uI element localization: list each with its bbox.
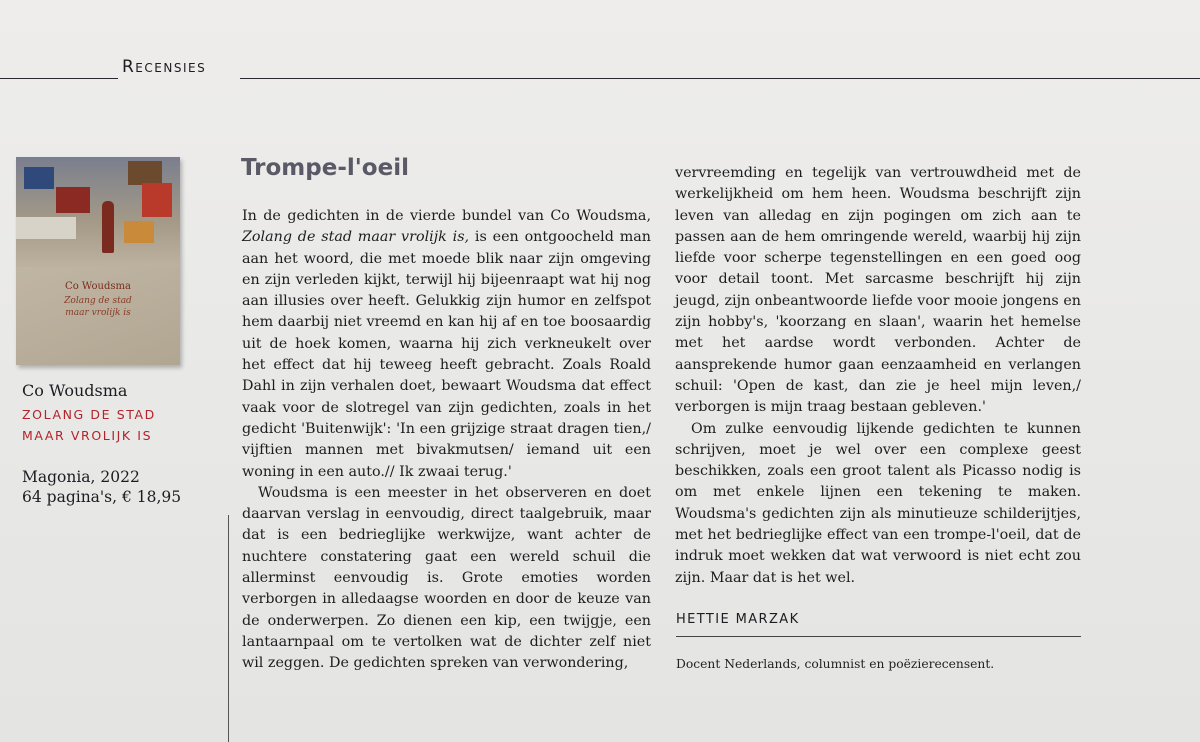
article-paragraph-3: Om zulke eenvoudig lijkende gedichten te kunnen schrijven, moet je wel over een complexe geest beschikken, zoals een groot talent als Picasso nodig is om met enkele lijnen een tekening te maken. Woudsma's gedichten zijn als minutieuze schilderijtjes, met het bedrieglijke effect van een trompe-l'oeil, dat de indruk moet wekken dat wat verwoord is niet echt zou zijn. Maar dat is het wel. (675, 420, 1081, 586)
paragraph-1-lead: In de gedichten in de vierde bundel van Co Woudsma, (242, 208, 651, 224)
book-title (22, 404, 192, 446)
paragraph-1-text: is een ontgoocheld man aan het woord, die met moede blik naar zijn omgeving en zijn verleden kijkt, terwijl hij bijeenraapt wat hij nog aan illusies over heeft. Gelukkig zijn humor en zelfspot hem daarbij niet vreemd en kan hij af en toe boosaardig uit de hoek komen, waarna hij zich verkneukelt over het effect dat hij teweeg heeft gebracht. Zoals Roald Dahl in zijn verhalen doet, bewaart Woudsma dat effect vaak voor de slotregel van zijn gedichten, zoals in het gedicht 'Buitenwijk': 'In een grijzige straat dragen tien,/ vijftien mannen met bivakmutsen/ iemand uit een woning in een auto.// Ik zwaai terug.' (242, 229, 651, 480)
book-publisher: Magonia, 2022 (22, 468, 140, 486)
article-paragraph-1 (242, 206, 651, 483)
book-cover (16, 157, 180, 365)
book-author: Co Woudsma (22, 381, 128, 400)
byline: HETTIE MARZAK (676, 612, 800, 627)
article-column-2 (675, 163, 1081, 589)
article-headline: Trompe-l'oeil (241, 155, 409, 181)
book-title-line-1: ZOLANG DE STAD (22, 407, 156, 422)
book-title-line-2: MAAR VROLIJK IS (22, 428, 153, 443)
book-details: 64 pagina's, € 18,95 (22, 488, 182, 506)
article-column-1 (242, 206, 651, 675)
book-publication (22, 467, 181, 507)
cover-illustration (16, 157, 180, 267)
section-label: Recensies (122, 57, 207, 77)
cover-title: Zolang de stad maar vrolijk is (64, 296, 132, 318)
cover-author: Co Woudsma (65, 281, 131, 292)
section-rule-left (0, 78, 118, 79)
column-divider (228, 515, 229, 742)
book-title-italic: Zolang de stad maar vrolijk is, (242, 229, 470, 246)
author-bio: Docent Nederlands, columnist en poëzierecensent. (676, 657, 995, 671)
byline-rule (676, 636, 1081, 637)
section-rule-right (240, 78, 1200, 79)
article-paragraph-2: Woudsma is een meester in het observeren en doet daarvan verslag in eenvoudig, direct taalgebruik, maar dat is een bedrieglijke werkwijze, want achter de nuchtere constatering gaat een wereld schuil die allerminst eenvoudig is. Grote emoties worden verborgen in alledaagse woorden en door de keuze van de onderwerpen. Zo dienen een kip, een twijgje, een lantaarnpaal om te vertolken wat de dichter zelf niet wil zeggen. De gedichten spreken van verwondering, (242, 484, 651, 672)
article-paragraph-2-continued: vervreemding en tegelijk van vertrouwdheid met de werkelijkheid om hem heen. Woudsma beschrijft zijn leven van alledag en zijn pogingen om zich aan te passen aan de hem omringende wereld, waarbij hij zijn liefde voor scherpe tegenstellingen en een goed oog voor detail toont. Met sarcasme beschrijft hij zijn jeugd, zijn onbeantwoorde liefde voor mooie jongens en zijn hobby's, 'koorzang en slaan', waarin het hemelse met het aardse wordt verbonden. Achter de aansprekende humor gaan eenzaamheid en verlangen schuil: 'Open de kast, dan zie je heel mijn leven,/ verborgen is mijn traag bestaan gebleven.' (675, 165, 1081, 416)
